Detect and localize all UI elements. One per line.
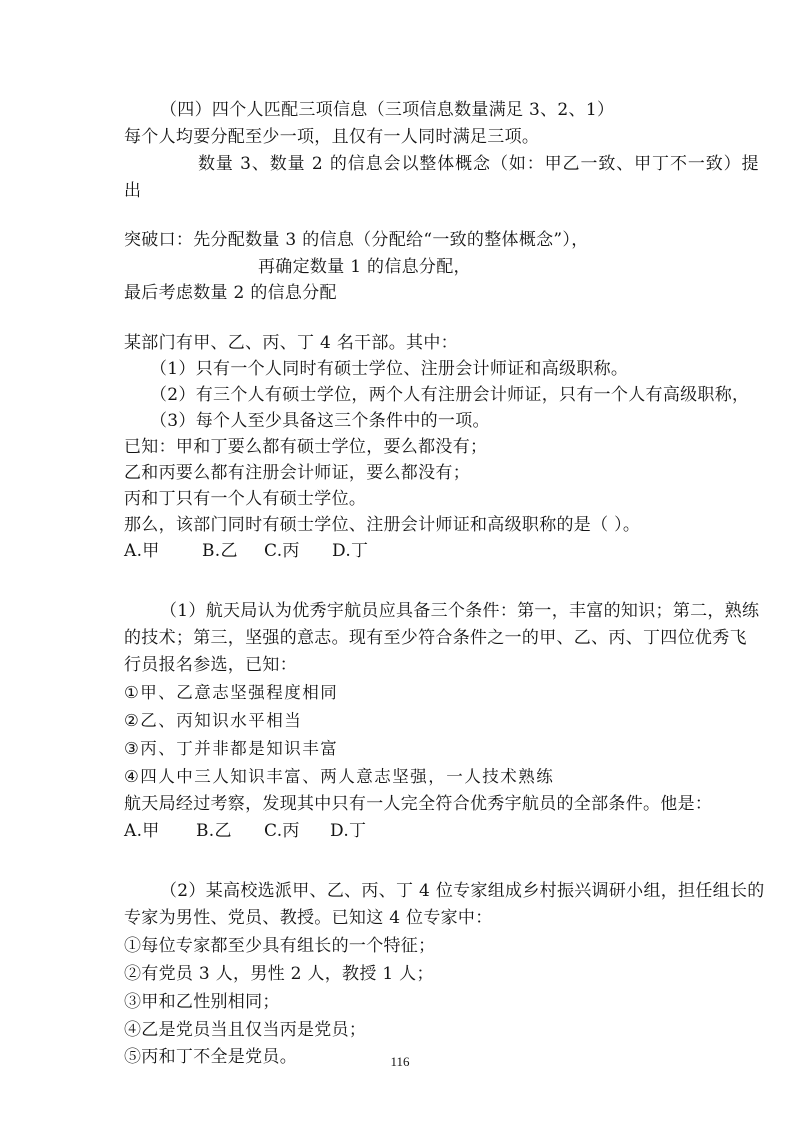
option-a: A.甲 — [124, 821, 160, 841]
concept-text — [198, 153, 759, 175]
example-known-3: 丙和丁只有一个人有硕士学位。 — [124, 489, 367, 509]
q2-condition-3: ③甲和乙性别相同； — [124, 992, 280, 1012]
example-condition-1: （1）只有一个人同时有硕士学位、注册会计师证和高级职称。 — [150, 359, 629, 379]
example-intro: 某部门有甲、乙、丙、丁 4 名干部。其中： — [124, 333, 458, 353]
concept-text-line2: 出 — [124, 181, 142, 201]
breakthrough-line1: 突破口：先分配数量 3 的信息（分配给“一致的整体概念”）， — [124, 230, 589, 250]
option-d: D.丁 — [332, 541, 369, 561]
example-question: 那么，该部门同时有硕士学位、注册会计师证和高级职称的是（ ）。 — [124, 515, 641, 535]
q2-condition-2: ②有党员 3 人，男性 2 人，教授 1 人； — [124, 964, 434, 984]
breakthrough-line3: 最后考虑数量 2 的信息分配 — [124, 283, 337, 303]
page-number: 116 — [390, 1054, 410, 1069]
q1-question: 航天局经过考察，发现其中只有一人完全符合优秀宇航员的全部条件。他是： — [124, 794, 713, 814]
q1-line3: 行员报名参选，已知： — [124, 655, 297, 675]
example-options — [124, 540, 368, 562]
option-c: C.丙 — [264, 821, 300, 841]
concept-text-line1: 数量 3、数量 2 的信息会以整体概念（如：甲乙一致、甲丁不一致）提 — [198, 154, 760, 174]
q2-condition-1: ①每位专家都至少具有组长的一个特征； — [124, 936, 436, 956]
option-d: D.丁 — [330, 821, 367, 841]
q1-condition-1: ①甲、乙意志坚强程度相同 — [124, 683, 339, 702]
q2-line1: （2）某高校选派甲、乙、丙、丁 4 位专家组成乡村振兴调研小组，担任组长的 — [160, 881, 765, 901]
q1-condition-4: ④四人中三人知识丰富、两人意志坚强，一人技术熟练 — [124, 767, 555, 786]
section-title: （四）四个人匹配三项信息（三项信息数量满足 3、2、1） — [160, 100, 615, 120]
q1-condition-2: ②乙、丙知识水平相当 — [124, 711, 303, 730]
example-condition-2: （2）有三个人有硕士学位，两个人有注册会计师证，只有一个人有高级职称， — [150, 385, 750, 405]
option-b: B.乙 — [196, 821, 232, 841]
q1-condition-3: ③丙、丁并非都是知识丰富 — [124, 739, 339, 758]
q2-condition-4: ④乙是党员当且仅当丙是党员； — [124, 1020, 367, 1040]
q1-line1: （1）航天局认为优秀宇航员应具备三个条件：第一，丰富的知识；第二，熟练 — [160, 601, 760, 621]
option-b: B.乙 — [202, 541, 238, 561]
example-condition-3: （3）每个人至少具备这三个条件中的一项。 — [150, 411, 490, 431]
q1-options — [124, 820, 366, 842]
example-known-1: 已知：甲和丁要么都有硕士学位，要么都没有； — [124, 437, 488, 457]
example-known-2: 乙和丙要么都有注册会计师证，要么都没有； — [124, 463, 470, 483]
option-a: A.甲 — [124, 541, 160, 561]
q2-line2: 专家为男性、党员、教授。已知这 4 位专家中： — [124, 908, 493, 928]
option-c: C.丙 — [264, 541, 300, 561]
q1-line2: 的技术；第三，坚强的意志。现有至少符合条件之一的甲、乙、丙、丁四位优秀飞 — [124, 628, 747, 648]
rule-text: 每个人均要分配至少一项，且仅有一人同时满足三项。 — [124, 127, 540, 147]
q2-condition-5: ⑤丙和丁不全是党员。 — [124, 1047, 297, 1067]
breakthrough-line2: 再确定数量 1 的信息分配， — [258, 257, 471, 277]
